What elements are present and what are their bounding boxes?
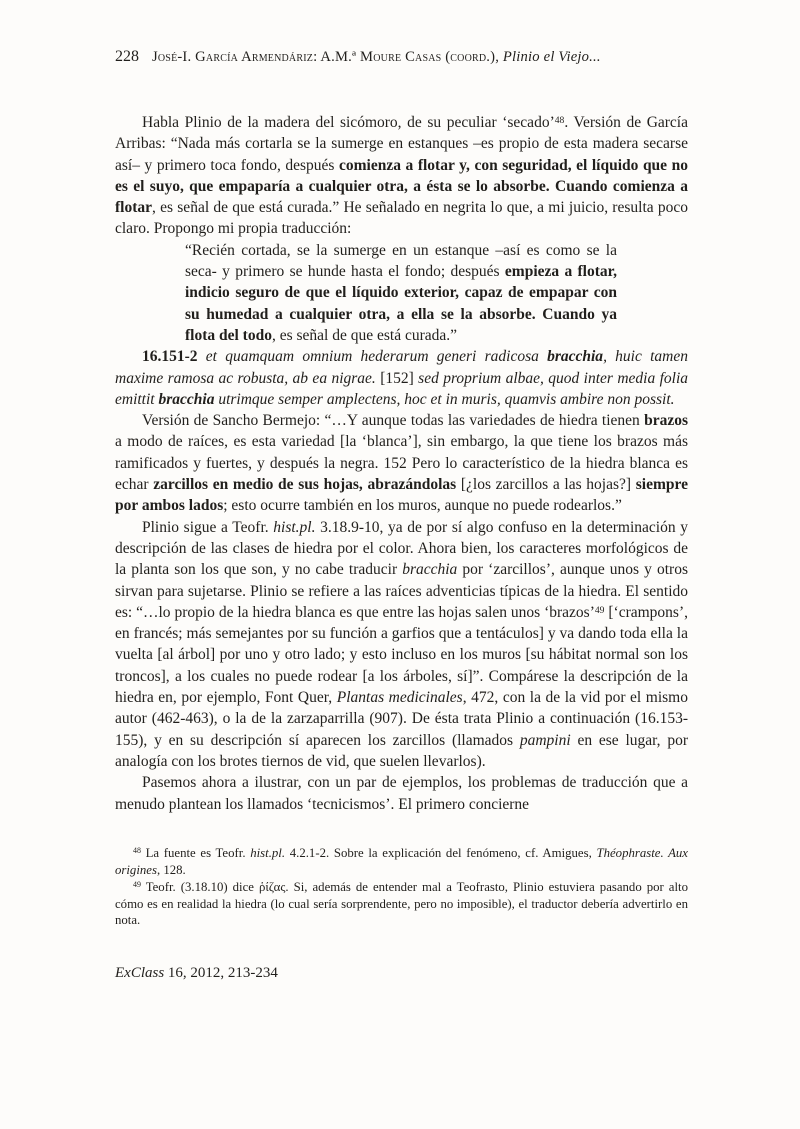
footnotes-section <box>115 845 688 930</box>
paragraph-sancho-bermejo: Versión de Sancho Bermejo: “…Y aunque todas las variedades de hiedra tienen brazos a modo de raíces, es esta variedad [la ‘blanca’], sin embargo, la que tiene los brazos más ramificados y fuertes, y después la negra. 152 Pero lo característico de la hiedra blanca es echar zarcillos en medio de sus hojas, abrazándolas [¿los zarcillos a las hojas?] siempre por ambos lados; esto ocurre también en los muros, aunque no puede rodearlos.” <box>115 412 688 515</box>
running-title-work: Plinio el Viejo... <box>502 49 601 65</box>
footnote-48: $^{48}$ La fuente es Teofr. hist.pl. 4.2.1-2. Sobre la explicación del fenómeno, cf. Amigues, Théophraste. Aux origines, 128. <box>115 845 688 877</box>
running-title <box>152 49 601 66</box>
article-body <box>115 112 688 815</box>
page-footer <box>115 965 688 982</box>
footnote-49: $^{49}$ Teofr. (3.18.10) dice ῥίζας. Si, además de entender mal a Teofrasto, Plinio estuviera pasando por alto cómo es en realidad la hiedra (lo cual sería sorprendente, pero no imposible), el traductor debería advertirlo en nota. <box>115 879 688 928</box>
paragraph-sicomoro: Habla Plinio de la madera del sicómoro, de su peculiar ‘secado’$^{48}$. Versión de García Arribas: “Nada más cortarla se la sumerge en estanques –es propio de esta madera secarse así– y primero toca fondo, después comienza a flotar y, con seguridad, el líquido que no es el suyo, que empaparía a cualquier otra, a ésta se lo absorbe. Cuando comienza a flotar, es señal de que está curada.” He señalado en negrita lo que, a mi juicio, resulta poco claro. Propongo mi propia traducción: <box>115 114 688 238</box>
issue-info: 16, 2012, 213-234 <box>164 965 278 982</box>
running-head <box>115 48 688 66</box>
journal-name: ExClass <box>115 965 165 982</box>
page-number: 228 <box>115 48 139 65</box>
paragraph-tecnicismos: Pasemos ahora a ilustrar, con un par de ejemplos, los problemas de traducción que a menudo plantean los llamados ‘tecnicismos’. El primero concierne <box>115 774 688 813</box>
running-title-author: José-I. García Armendáriz: A.M.ª Moure Casas (coord.), <box>152 49 503 65</box>
block-quote-traduccion: “Recién cortada, se la sumerge en un estanque –así es como se la seca- y primero se hunde hasta el fondo; después empieza a flotar, indicio seguro de que el líquido exterior, capaz de empapar con su humedad a cualquier otra, a ella se la absorbe. Cuando ya flota del todo, es señal de que está curada.” <box>185 241 617 344</box>
latin-citation-16-151: 16.151-2 et quamquam omnium hederarum generi radicosa bracchia, huic tamen maxime ramosa ac robusta, ab ea nigrae. [152] sed proprium albae, quod inter media folia emittit bracchia utrimque semper amplectens, hoc et in muris, quamvis ambire non possit. <box>115 348 689 408</box>
paragraph-plinio-teofrasto: Plinio sigue a Teofr. hist.pl. 3.18.9-10, ya de por sí algo confuso en la determinación y descripción de las clases de hiedra por el color. Ahora bien, los caracteres morfológicos de la planta son los que son, y no cabe traducir bracchia por ‘zarcillos’, aunque unos y otros sirvan para sujetarse. Plinio se refiere a las raíces adventicias típicas de la hiedra. El sentido es: “…lo propio de la hiedra blanca es que entre las hojas salen unos ‘brazos’$^{49}$ [‘crampons’, en francés; más semejantes por su función a garfios que a tentáculos] y va dando toda ella la vuelta [al árbol] por uno y otro lado; y esto incluso en los muros [su hábitat normal son los troncos], a los cuales no puede rodear [a los árboles, sí]”. Compárese la descripción de la hiedra en, por ejemplo, Font Quer, Plantas medicinales, 472, con la de la vid por el mismo autor (462-463), o la de la zarzaparrilla (907). De ésta trata Plinio a continuación (16.153-155), y en su descripción sí aparecen los zarcillos (llamados pampini en ese lugar, por analogía con los brotes tiernos de vid, que suelen llevarlos). <box>115 518 688 770</box>
